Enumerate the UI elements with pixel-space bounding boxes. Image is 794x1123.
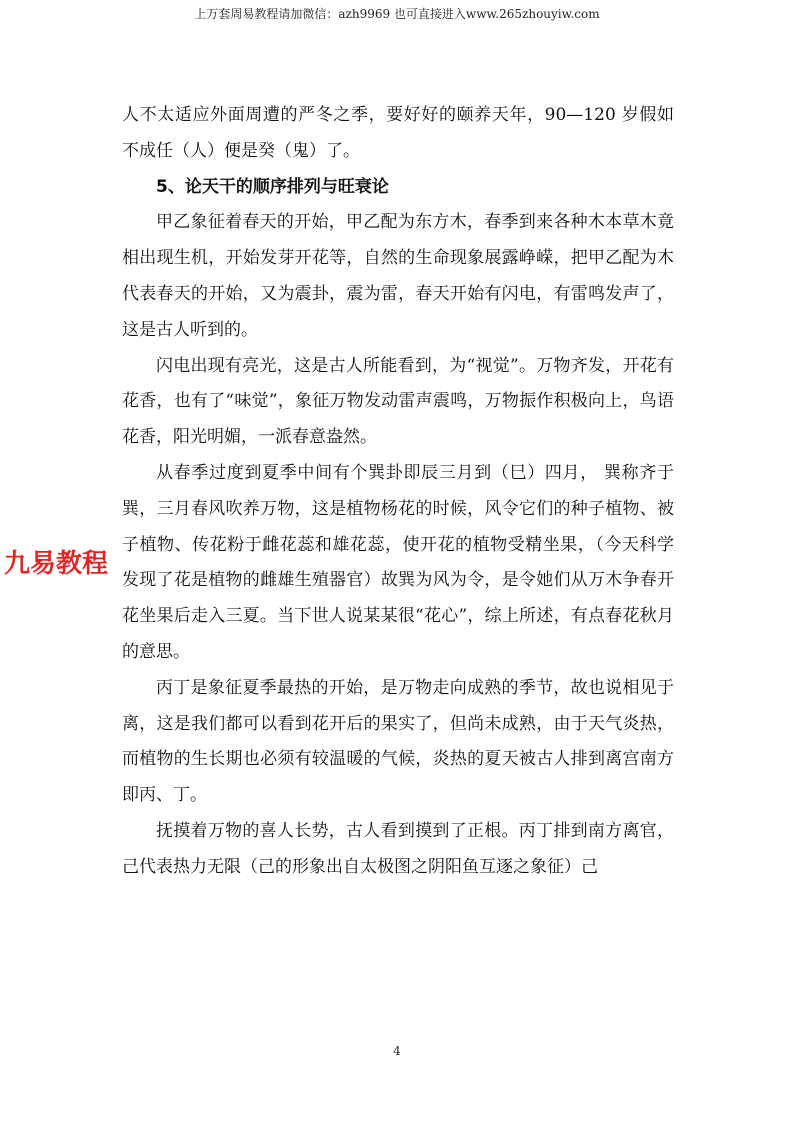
paragraph: 丙丁是象征夏季最热的开始，是万物走向成熟的季节，故也说相见于离，这是我们都可以看到花开后的果实了，但尚未成熟，由于天气炎热，而植物的生长期也必须有较温暖的气候，炎热的夏天被古人排到离宫南方即丙、丁。	[122, 677, 674, 806]
paragraph: 闪电出现有亮光，这是古人所能看到，为“视觉”。万物齐发，开花有花香，也有了“味觉”，象征万物发动雷声震鸣，万物振作积极向上，鸟语花香，阳光明媚，一派春意盎然。	[122, 355, 674, 448]
section-heading: 5、论天干的顺序排列与旺衰论	[156, 176, 389, 197]
paragraph: 抚摸着万物的喜人长势，古人看到摸到了正根。丙丁排到南方离官，己代表热力无限（己的形象出自太极图之阴阳鱼互逐之象征）己	[122, 820, 674, 877]
document-body	[122, 98, 674, 886]
page-header: 上万套周易教程请加微信：azh9969 也可直接进入www.265zhouyiw.com	[194, 7, 600, 21]
paragraph: 从春季过度到夏季中间有个巽卦即辰三月到（巳）四月， 巽称齐于巽，三月春风吹养万物，这是植物杨花的时候，风令它们的种子植物、被子植物、传花粉于雌花蕊和雄花蕊，使开花的植物受精坐果，（今天科学发现了花是植物的雌雄生殖器官）故巽为风为令，是令她们从万木争春开花坐果后走入三夏。当下世人说某某很“花心”，综上所述，有点春花秋月的意思。	[122, 462, 674, 662]
watermark-logo: 九易教程	[4, 549, 109, 579]
paragraph: 甲乙象征着春天的开始，甲乙配为东方木，春季到来各种木本草木竟相出现生机，开始发芽开花等，自然的生命现象展露峥嵘，把甲乙配为木代表春天的开始，又为震卦，震为雷，春天开始有闪电，有雷鸣发声了，这是古人听到的。	[122, 212, 674, 340]
page-number: 4	[393, 1044, 401, 1058]
paragraph-continuation: 人不太适应外面周遭的严冬之季，要好好的颐养天年，90—120 岁假如不成任（人）便是癸（鬼）了。	[122, 105, 674, 161]
